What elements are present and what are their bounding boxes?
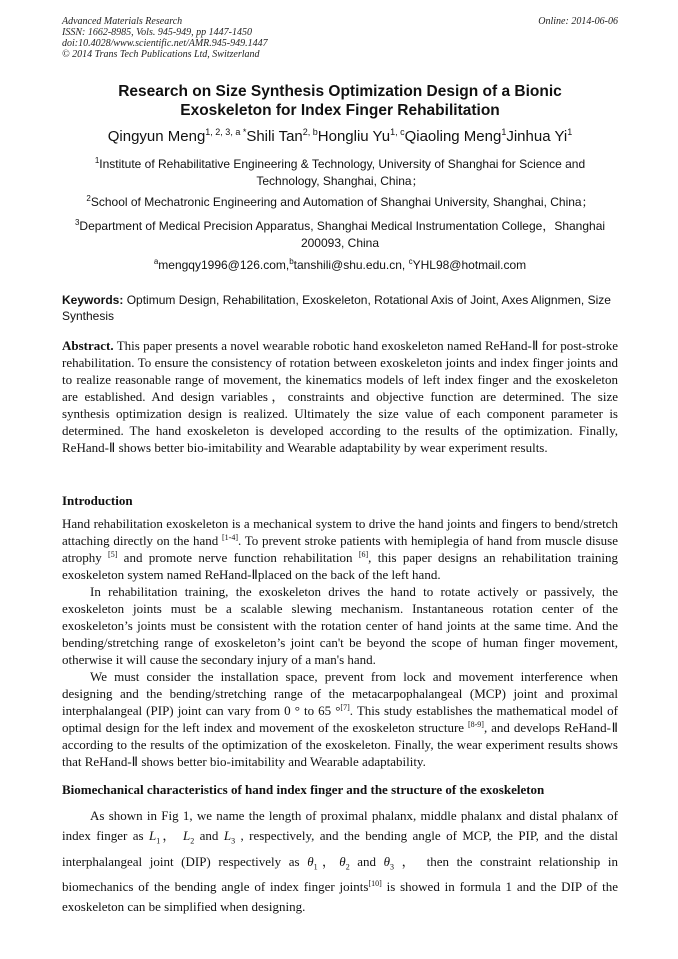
email-link[interactable]: tanshili@shu.edu.cn,	[293, 258, 409, 272]
section-heading-biomechanics: Biomechanical characteristics of hand index finger and the structure of the exoskeleton	[62, 782, 545, 797]
symbol-theta3	[383, 853, 395, 872]
text-run: , this paper designs an rehabilitation training exoskeleton system named ReHand-Ⅱplaced on the back of the left hand.	[62, 550, 618, 582]
abstract	[62, 337, 618, 456]
affiliation-2	[62, 194, 618, 211]
symbol-subscript: 3	[390, 862, 395, 872]
author-emails	[62, 257, 618, 273]
affiliation-number: 1	[94, 156, 100, 165]
doi-line: doi:10.4028/www.scientific.net/AMR.945-949.1447	[62, 38, 268, 49]
issn-line: ISSN: 1662-8985, Vols. 945-949, pp 1447-1450	[62, 27, 252, 38]
symbol-subscript: 2	[190, 836, 195, 846]
paragraph	[62, 668, 618, 770]
affiliation-number: 3	[74, 218, 80, 227]
paragraph	[62, 806, 618, 917]
author-affiliation-mark: 1, 2, 3, a *	[205, 127, 247, 137]
text-run: ，	[317, 853, 340, 869]
keywords-text: Optimum Design, Rehabilitation, Exoskeleton, Rotational Axis of Joint, Axes Alignmen, Size Synthesis	[62, 293, 611, 323]
symbol-subscript: 2	[345, 862, 350, 872]
email-link[interactable]: mengqy1996@126.com,	[158, 258, 290, 272]
paragraph	[62, 515, 618, 583]
author-name: Jinhua Yi	[506, 128, 568, 145]
author-list	[62, 128, 618, 146]
citation: [5]	[108, 550, 118, 559]
symbol-letter: L	[182, 828, 191, 843]
author-name: Qingyun Meng	[107, 128, 206, 145]
email-mark: b	[289, 257, 294, 266]
abstract-text: This paper presents a novel wearable robotic hand exoskeleton named ReHand-Ⅱ for post-stroke rehabilitation. To ensure the consistency of rotation between exoskeleton joints and index finger joints and to realize reasonable range of movement, the kinematics models of left index finger and the exoskeleton are established. And design variables，constraints and objective function are determined. The size synthesis optimization design is realized. Ultimately the size value of each component parameter is determined. The hand exoskeleton is developed according to the results of the optimization. Finally, ReHand-Ⅱ shows better bio-imitability and Wearable adaptability by wear experiment results.	[62, 338, 618, 455]
symbol-theta2	[339, 853, 350, 872]
text-run: and	[194, 828, 224, 843]
paragraph: In rehabilitation training, the exoskeleton drives the hand to rotate actively or passively, the exoskeleton joints must be a scalable slewing mechanism. Instantaneous rotation center of the exoskeleton’s joints must be consistent with the rotation center of hand joints at the same time. And the bending/stretching range of exoskeleton’s joint can't be beyond the scope of human finger movement, otherwise it will cause the secondary injury of a man's hand.	[62, 584, 618, 667]
text-run: , and develops ReHand-Ⅱ according to the results of the optimization of the exoskeleton. Finally, the wear experiment results shows that ReHand-Ⅱ shows better bio-imitability and Wearable adaptability.	[62, 720, 618, 769]
citation: [10]	[368, 879, 382, 889]
text-run: and	[349, 853, 384, 869]
author-affiliation-mark: 1	[501, 127, 507, 137]
text-run: ， then the constraint relationship in biomechanics of the bending angle of index finger joints	[62, 853, 618, 895]
title-line-2: Exoskeleton for Index Finger Rehabilitation	[180, 102, 500, 119]
email-mark: a	[153, 257, 159, 266]
text-run: ，	[160, 828, 183, 843]
journal-header	[62, 16, 618, 60]
author-name: Qiaoling Meng	[404, 128, 502, 145]
symbol-letter: L	[149, 828, 157, 843]
text-run: As shown in Fig 1, we name the length of proximal phalanx, middle phalanx and distal phalanx of index finger as	[62, 808, 618, 843]
citation: [8-9]	[467, 720, 484, 729]
online-date: Online: 2014-06-06	[538, 16, 618, 27]
text-run: Hand rehabilitation exoskeleton is a mechanical system to drive the hand joints and fingers to bend/stretch attaching directly on the hand	[62, 516, 618, 548]
author-name: Hongliu Yu	[317, 128, 391, 145]
symbol-letter: θ	[383, 853, 391, 869]
symbol-subscript: 3	[231, 836, 236, 846]
copyright-line: © 2014 Trans Tech Publications Ltd, Switzerland	[62, 49, 260, 60]
citation: [1-4]	[222, 533, 238, 542]
email-mark: c	[408, 257, 413, 266]
journal-name: Advanced Materials Research	[62, 16, 183, 27]
abstract-label: Abstract.	[62, 338, 114, 353]
symbol-letter: θ	[339, 853, 346, 869]
symbol-L1	[149, 828, 161, 846]
affiliation-text: 200093, China	[300, 236, 380, 250]
author-name: Shili Tan	[246, 128, 303, 145]
author-affiliation-mark: 1, c	[390, 127, 405, 137]
paper-title	[62, 82, 618, 120]
affiliation-text: School of Mechatronic Engineering and Automation of Shanghai University, Shanghai, China；	[90, 195, 594, 209]
keywords	[62, 292, 618, 324]
section-heading-introduction: Introduction	[62, 493, 133, 508]
email-link[interactable]: YHL98@hotmail.com	[412, 258, 527, 272]
introduction-body	[62, 515, 618, 770]
symbol-L3	[223, 828, 236, 846]
symbol-theta1	[307, 853, 318, 872]
text-run: , respectively, and the bending angle of MCP, the PIP, and the distal interphalangeal joint (DIP) respectively as	[62, 828, 618, 869]
text-run: We must consider the installation space, prevent from lock and movement interference when designing and the bending/stretching range of the metacarpophalangeal (MCP) joint and proximal interphalangeal (PIP) joint can vary from 0 ° to 65 °	[62, 669, 618, 718]
symbol-letter: L	[223, 828, 232, 843]
affiliation-text: Technology, Shanghai, China；	[256, 174, 424, 188]
symbol-subscript: 1	[313, 862, 318, 872]
symbol-letter: θ	[307, 853, 314, 869]
author-affiliation-mark: 2, b	[302, 127, 318, 137]
author-affiliation-mark: 1	[567, 127, 573, 137]
keywords-label: Keywords:	[62, 293, 124, 307]
title-line-1: Research on Size Synthesis Optimization Design of a Bionic	[118, 83, 562, 100]
text-run: and promote nerve function rehabilitation	[117, 550, 359, 565]
symbol-subscript: 1	[156, 836, 161, 846]
citation: [6]	[358, 550, 369, 559]
affiliation-text: Institute of Rehabilitative Engineering & Technology, University of Shanghai for Science and	[99, 157, 586, 171]
citation: [7]	[340, 703, 350, 712]
text-run: . This study establishes the mathematical model of optimal design for the left index and movement of the exoskeleton structure	[62, 703, 619, 735]
affiliation-text: Department of Medical Precision Apparatus, Shanghai Medical Instrumentation College，Shanghai	[79, 219, 606, 233]
biomechanics-body	[62, 806, 618, 917]
affiliation-3	[62, 218, 618, 252]
affiliation-number: 2	[86, 194, 91, 203]
text-run: is showed in formula 1 and the DIP of the exoskeleton can be simplified when designing.	[62, 879, 618, 915]
symbol-L2	[182, 828, 195, 846]
affiliation-1	[62, 156, 618, 190]
text-run: . To prevent stroke patients with hemiplegia of hand from muscle disuse atrophy	[62, 533, 618, 565]
